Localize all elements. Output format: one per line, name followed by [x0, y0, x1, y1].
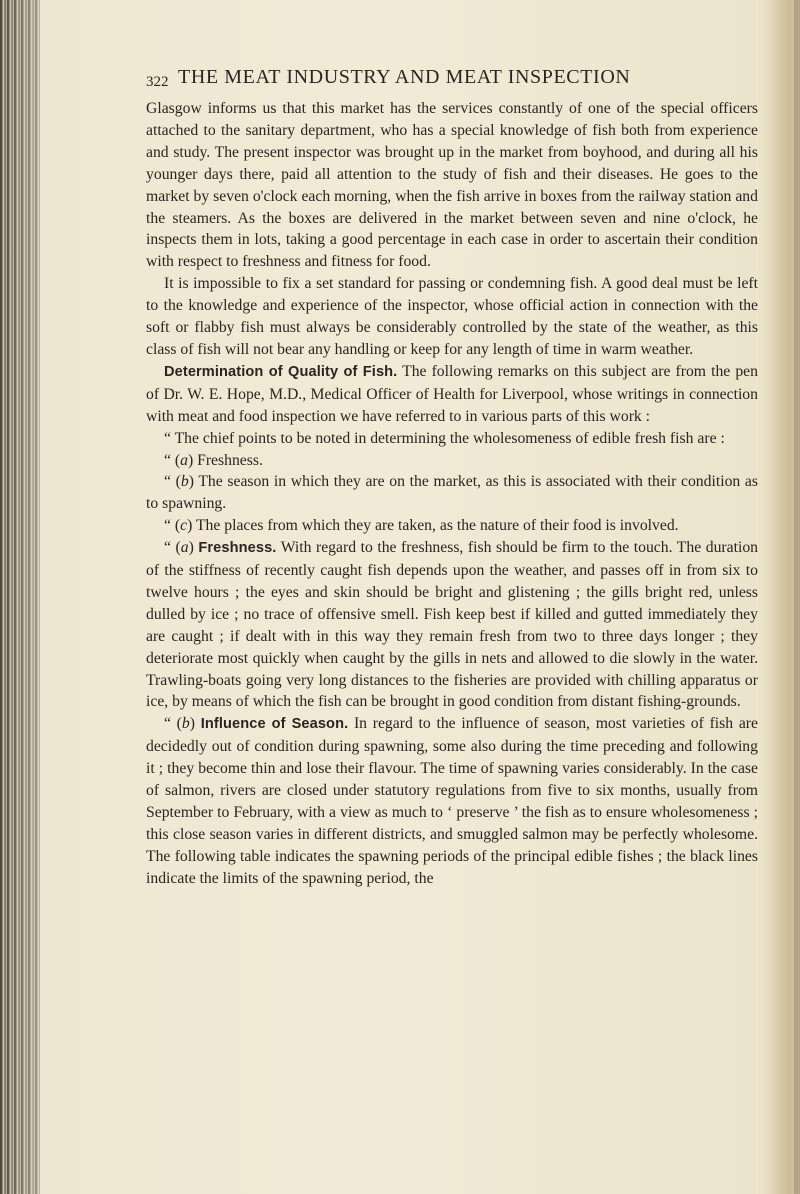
section-heading: Influence of Season. — [200, 716, 349, 733]
running-title: THE MEAT INDUSTRY AND MEAT INSPECTION — [178, 66, 631, 88]
quote-open: “ ( — [164, 473, 181, 491]
paragraph: It is impossible to fix a set standard for passing or condemning fish. A good deal must be left to the knowledge and experience of the inspector, whose official action in connection with the soft or flabby fish must always be considerably controlled by the state of the weather, as this class of fish will not bear any handling or keep for any length of time in warm weather. — [146, 275, 758, 358]
page-number: 322 — [146, 74, 169, 90]
quote-open: “ ( — [164, 715, 182, 733]
body-text — [146, 98, 758, 890]
paragraph-text: With regard to the freshness, fish should be firm to the touch. The duration of the stiffness of recently caught fish depends upon the weather, and passes off in from six to twelve hours ; the eyes and skin should be bright and glistening ; the gills bright red, unless dulled by ice ; no trace of offensive smell. Fish keep best if killed and gutted immediately they are caught ; if dealt with in this way they remain fresh from two to three days longer ; they deteriorate most quickly when caught by the gills in nets and allowed to die slowly in the water. Trawling-boats going very long distances to the fisheries are provided with chilling apparatus or ice, by means of which the fish can be brought in good condition from distant fishing-grounds. — [146, 539, 759, 711]
item-text: ) The places from which they are taken, as the nature of their food is involved. — [187, 517, 679, 535]
quote-open: “ ( — [164, 517, 181, 535]
paragraph — [146, 713, 758, 889]
section-heading: Freshness. — [198, 540, 277, 557]
paragraph: “ The chief points to be noted in determining the wholesomeness of edible fresh fish are : — [164, 429, 725, 447]
quote-open: “ ( — [164, 539, 181, 557]
item-text: ) The season in which they are on the market, as this is associated with their condition as to spawning. — [146, 473, 759, 513]
paragraph-text: The following remarks on this subject are from the pen of Dr. W. E. Hope, M.D., Medical Officer of Health for Liverpool, whose writings in connection with meat and food inspection we have referred to in various parts of this work : — [146, 362, 758, 425]
item-letter: c — [180, 517, 188, 535]
page-edge-shadow — [794, 0, 800, 1194]
item-letter: b — [181, 715, 190, 733]
quote-open: “ ( — [164, 451, 181, 469]
item-letter: b — [180, 473, 189, 491]
item-letter: a — [180, 539, 189, 557]
paragraph-text: In regard to the influence of season, most varieties of fish are decidedly out of condition during spawning, some also during the time preceding and following it ; they become thin and lose their flavour. The time of spawning varies considerably. In the case of salmon, rivers are closed under statutory regulations from five to six months, usually from September to February, with a view as much to ‘ preserve ’ the fish as to ensure wholesomeness ; this close season varies in different districts, and smuggled salmon may be perfectly wholesome. The following table indicates the spawning periods of the principal edible fishes ; the black lines indicate the limits of the spawning period, the — [146, 715, 758, 887]
paragraph — [146, 361, 758, 428]
list-item — [146, 515, 758, 537]
item-close: ) — [188, 539, 199, 557]
paragraph: Glasgow informs us that this market has the services constantly of one of the special officers attached to the sanitary department, who has a special knowledge of fish both from experience and study. The present inspector was brought up in the market from boyhood, and during all his younger days there, paid all attention to the study of fish and their diseases. He goes to the market by seven o'clock each morning, when the fish arrive in boxes from the railway station and the steamers. As the boxes are delivered in the market between seven and nine o'clock, he inspects them in lots, taking a good percentage in each case in order to ascertain their condition with respect to freshness and fitness for food. — [146, 100, 758, 271]
item-letter: a — [180, 451, 188, 469]
book-binding — [0, 0, 40, 1194]
section-heading: Determination of Quality of Fish. — [164, 363, 398, 380]
list-item — [146, 450, 758, 472]
paragraph — [146, 537, 758, 713]
item-close: ) — [189, 715, 201, 733]
list-item — [146, 471, 758, 515]
item-text: ) Freshness. — [187, 451, 263, 469]
